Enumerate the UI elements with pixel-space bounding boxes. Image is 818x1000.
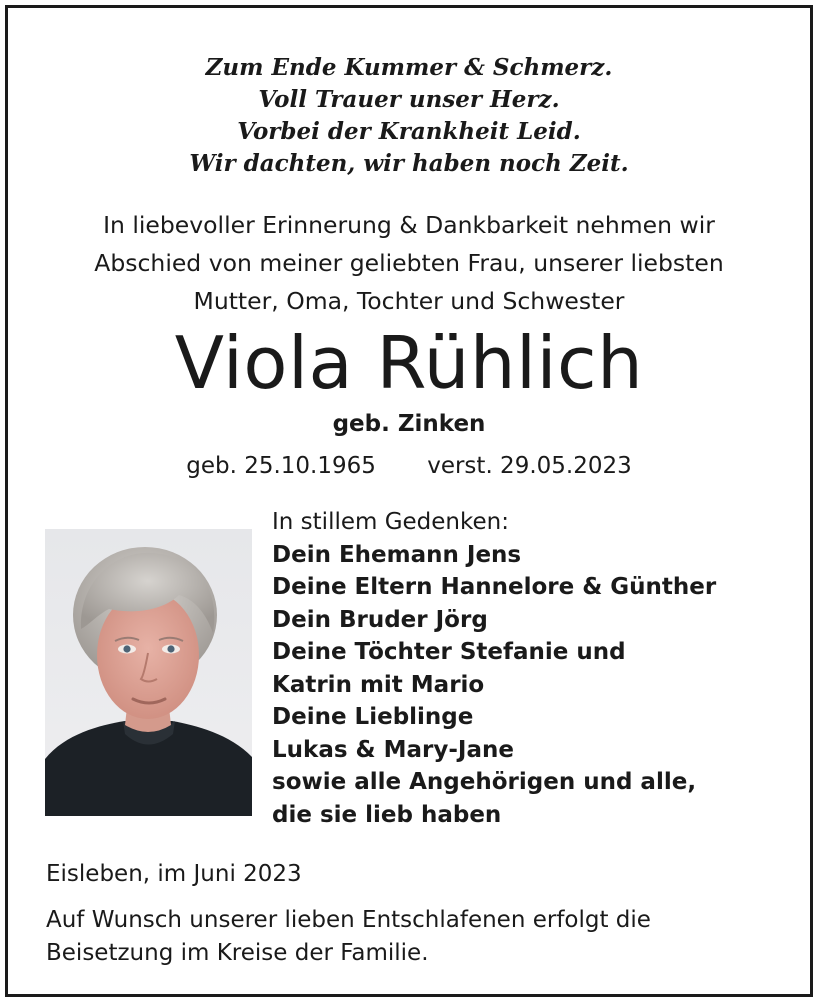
maiden-name: geb. Zinken [332, 411, 486, 437]
intro-line: In liebevoller Erinnerung & Dankbarkeit nehmen wir [103, 211, 715, 239]
portrait-photo [45, 529, 252, 816]
poem-line: Vorbei der Krankheit Leid. [237, 118, 581, 145]
mourner-line: Deine Lieblinge [272, 704, 474, 730]
birth-date: geb. 25.10.1965 [186, 453, 376, 479]
intro-line: Mutter, Oma, Tochter und Schwester [193, 287, 625, 315]
closing-line: Auf Wunsch unserer lieben Entschlafenen erfolgt die [46, 907, 651, 933]
poem-line: Zum Ende Kummer & Schmerz. [205, 54, 613, 81]
place-and-date: Eisleben, im Juni 2023 [46, 861, 302, 887]
mourner-line: Deine Töchter Stefanie und [272, 639, 626, 665]
mourner-line: Dein Ehemann Jens [272, 541, 522, 568]
poem-line: Voll Trauer unser Herz. [258, 86, 560, 113]
mourners-list [272, 506, 716, 831]
portrait-illustration [45, 529, 252, 816]
mourner-line: sowie alle Angehörigen und alle, [272, 769, 697, 795]
mourner-line: Lukas & Mary-Jane [272, 736, 514, 763]
death-date: verst. 29.05.2023 [427, 453, 632, 479]
closing-note [46, 904, 651, 970]
life-dates [0, 448, 818, 484]
mourners-heading: In stillem Gedenken: [272, 509, 509, 535]
intro-text [0, 206, 818, 320]
mourner-line: Katrin mit Mario [272, 671, 485, 698]
deceased-name: Viola Rühlich [174, 321, 644, 405]
mourner-line: Deine Eltern Hannelore & Günther [272, 574, 717, 600]
closing-line: Beisetzung im Kreise der Familie. [46, 940, 429, 966]
poem-line: Wir dachten, wir haben noch Zeit. [189, 150, 629, 177]
intro-line: Abschied von meiner geliebten Frau, unserer liebsten [94, 249, 724, 277]
poem [0, 52, 818, 180]
mourner-line: Dein Bruder Jörg [272, 606, 488, 633]
mourner-line: die sie lieb haben [272, 801, 502, 828]
